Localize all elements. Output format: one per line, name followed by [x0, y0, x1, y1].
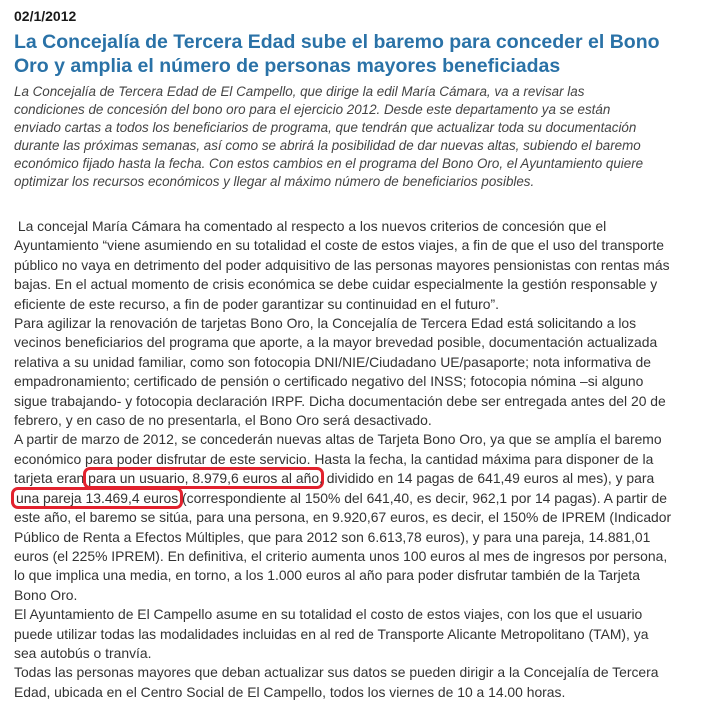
body-line: febrero, y en caso de no presentarla, el Bono Oro será desactivado. — [14, 412, 432, 429]
body-text: (correspondiente al 150% del 641,40, es decir, 962,1 por 14 pagas). A partir de — [178, 489, 667, 506]
article-headline — [14, 30, 694, 78]
article-lead — [14, 83, 694, 191]
body-line: empadronamiento; certificado de pensión o certificado negativo del INSS; fotocopia nómina –si alguno — [14, 373, 644, 390]
lead-line: económico fijado hasta la fecha. Con estos cambios en el programa del Bono Oro, el Ayuntamiento quiere — [14, 156, 644, 171]
body-line: relativa a su unidad familiar, como son fotocopia DNI/NIE/Ciudadano UE/pasaporte; nota informativa de — [14, 353, 652, 370]
body-line: económico para poder disfrutar de este servicio. Hasta la fecha, la cantidad máxima para disponer de la — [14, 450, 654, 467]
body-line: este año, el baremo se sitúa, para una persona, en 9.920,67 euros, es decir, el 150% de IPREM (Indicador — [14, 509, 672, 526]
headline-line: Oro y amplia el número de personas mayores beneficiadas — [14, 55, 561, 77]
body-line: La concejal María Cámara ha comentado al respecto a los nuevos criterios de concesión que el — [14, 218, 607, 234]
body-line: público no vaya en detrimento del poder adquisitivo de las personas mayores pensionistas con rentas más — [14, 256, 670, 273]
body-line: bajas. En el actual momento de crisis económica se debe cuidar especialmente la gestión responsable y — [14, 276, 658, 293]
lead-line: durante las próximas semanas, así como se abrirá la posibilidad de dar nuevas altas, subiendo el baremo — [14, 138, 641, 153]
body-line: Público de Renta a Efectos Múltiples, que para 2012 son 6.613,78 euros), y para una pareja, 14.881,01 — [14, 528, 651, 545]
body-line-highlighted — [14, 489, 698, 508]
body-text: tarjeta eran — [14, 470, 89, 487]
lead-line: condiciones de concesión del bono oro para el ejercicio 2012. Desde este departamento ya se están — [14, 102, 611, 117]
body-line: vecinos beneficiarios del programa que aporte, a la mayor brevedad posible, documentación actualizada — [14, 334, 658, 351]
body-line: Todas las personas mayores que deban actualizar sus datos se pueden dirigir a la Concejalía de Tercera — [14, 664, 659, 681]
body-line: Bono Oro. — [14, 586, 78, 603]
body-text: , dividido en 14 pagas de 641,49 euros al mes), y para — [319, 470, 655, 487]
lead-line: La Concejalía de Tercera Edad de El Campello, que dirige la edil María Cámara, va a revisar las — [14, 84, 585, 99]
highlight-couple-amount: una pareja 13.469,4 euros — [11, 487, 183, 509]
highlight-single-user-amount: para un usuario, 8.979,6 euros al año — [83, 467, 324, 489]
headline-line: La Concejalía de Tercera Edad sube el baremo para conceder el Bono — [14, 31, 660, 53]
body-line: Ayuntamiento “viene asumiendo en su totalidad el coste de estos viajes, a fin de que el uso del transporte — [14, 237, 664, 254]
body-line: Edad, ubicada en el Centro Social de El Campello, todos los viernes de 10 a 14.00 horas. — [14, 683, 566, 700]
article-date: 02/1/2012 — [14, 8, 77, 24]
body-line: Para agilizar la renovación de tarjetas Bono Oro, la Concejalía de Tercera Edad está solicitando a los — [14, 315, 637, 332]
body-line: El Ayuntamiento de El Campello asume en su totalidad el costo de estos viajes, con los que el usuario — [14, 606, 643, 623]
article-body — [14, 217, 698, 702]
body-line: sigue trabajando- y fotocopia declaración IRPF. Dicha documentación debe ser entregada antes del 20 de — [14, 392, 666, 409]
body-line-highlighted — [14, 469, 698, 488]
body-line: eficiente de este recurso, a fin de poder garantizar su continuidad en el futuro”. — [14, 295, 499, 312]
body-line: euros (el 225% IPREM). En definitiva, el criterio aumenta unos 100 euros al mes de ingresos por persona, — [14, 547, 668, 564]
body-line: sea autobús o tranvía. — [14, 644, 152, 661]
lead-line: enviado cartas a todos los beneficiarios de programa, que tendrán que actualizar toda su documentación — [14, 120, 637, 135]
body-line: puede utilizar todas las modalidades incluidas en al red de Transporte Alicante Metropolitano (TAM), ya — [14, 625, 649, 642]
lead-line: optimizar los recursos económicos y llegar al máximo número de beneficiarios posibles. — [14, 174, 535, 189]
body-line: lo que implica una media, en torno, a los 1.000 euros al año para poder disfrutar también de la Tarjeta — [14, 567, 640, 584]
body-line: A partir de marzo de 2012, se concederán nuevas altas de Tarjeta Bono Oro, ya que se amplía el baremo — [14, 431, 662, 448]
